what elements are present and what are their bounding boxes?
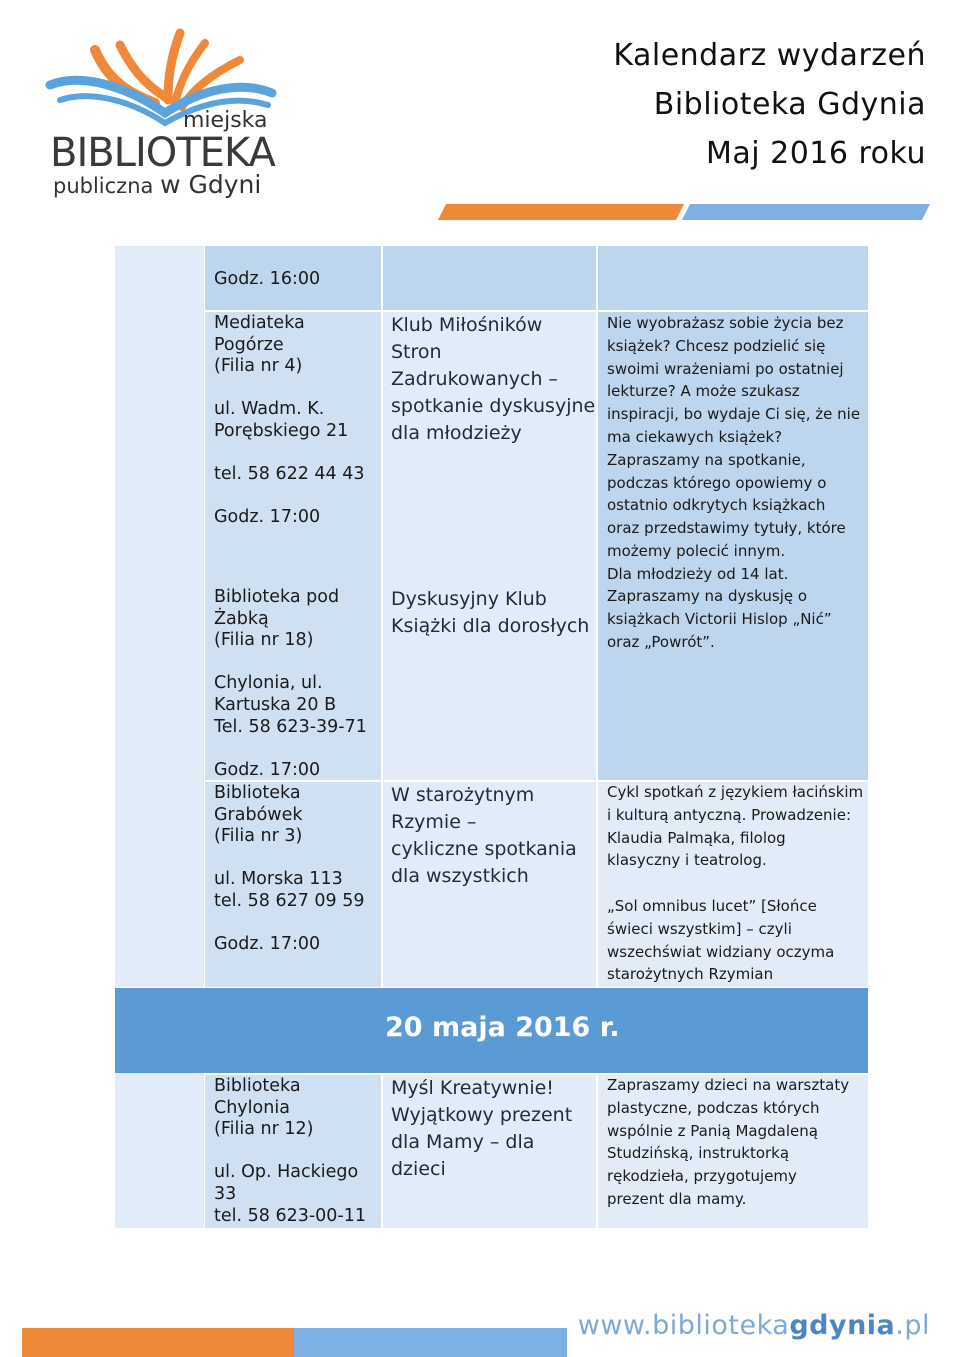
header-stripe (438, 204, 930, 220)
row1-description: Nie wyobrażasz sobie życia bez książek? Chcesz podzielić się swoimi wrażeniami po ostatniej lekturze? A może szukasz inspiracji, bo wydaje Ci się, że nie ma ciekawych książek? Zapraszamy na spotkanie, podczas którego opowiemy o ostatnio odkrytych książkach oraz przedstawimy tytuły, które możemy polecić innym. Dla młodzieży od 14 lat. (607, 314, 861, 583)
row2-description: Zapraszamy na dyskusję o książkach Victorii Hislop „Nić” oraz „Powrót”. (607, 587, 832, 651)
row3-place-text: Biblioteka Grabówek (Filia nr 3) ul. Morska 113 tel. 58 627 09 59 Godz. 17:00 (214, 783, 365, 955)
row3-description: Cykl spotkań z językiem łacińskim i kulturą antyczną. Prowadzenie: Klaudia Palmąka, filolog klasyczny i teatrolog. „Sol omnibus lucet” [Słońce świeci wszystkim] – czyli wszechświat widziany oczyma starożytnych Rzymian (607, 783, 864, 984)
table-left-margin-bottom (115, 1073, 204, 1228)
top-time: Godz. 16:00 (214, 269, 321, 289)
footer-website-link[interactable]: www.bibliotekagdynia.pl (577, 1310, 930, 1341)
logo-text-biblioteka: BIBLIOTEKA (50, 130, 275, 176)
row2-event-title: Dyskusyjny Klub Książki dla dorosłych (391, 588, 590, 637)
footer-stripe (22, 1328, 567, 1357)
event-header-cell (383, 246, 596, 310)
row1-place-text: Mediateka Pogórze (Filia nr 4) ul. Wadm. K. Porębskiego 21 tel. 58 622 44 43 Godz. 17:00 (214, 313, 365, 528)
row3-event-title: W starożytnym Rzymie – cykliczne spotkania dla wszystkich (391, 784, 577, 887)
logo-text-publiczna: publiczna w Gdyni (53, 170, 262, 199)
row2-place-text: Biblioteka pod Żabką (Filia nr 18) Chylonia, ul. Kartuska 20 B Tel. 58 623-39-71 Godz. 17:00 (214, 587, 367, 780)
header-title: Kalendarz wydarzeń (613, 38, 926, 73)
row4-event-title: Myśl Kreatywnie! Wyjątkowy prezent dla Mamy – dla dzieci (391, 1077, 573, 1180)
date-band-label: 20 maja 2016 r. (385, 1012, 620, 1043)
row4-description: Zapraszamy dzieci na warsztaty plastyczne, podczas których wspólnie z Panią Magdaleną Studzińską, instruktorką rękodzieła, przygotujemy prezent dla mamy. (607, 1076, 850, 1208)
row4-place-text: Biblioteka Chylonia (Filia nr 12) ul. Op. Hackiego 33 tel. 58 623-00-11 (214, 1076, 367, 1226)
row1-event-title: Klub Miłośników Stron Zadrukowanych – spotkanie dyskusyjne dla młodzieży (391, 314, 596, 444)
header-date: Maj 2016 roku (705, 136, 926, 171)
header-subtitle: Biblioteka Gdynia (653, 87, 926, 122)
logo-text-miejska: miejska (183, 108, 268, 133)
desc-header-cell (598, 246, 868, 310)
table-left-margin (115, 246, 204, 987)
